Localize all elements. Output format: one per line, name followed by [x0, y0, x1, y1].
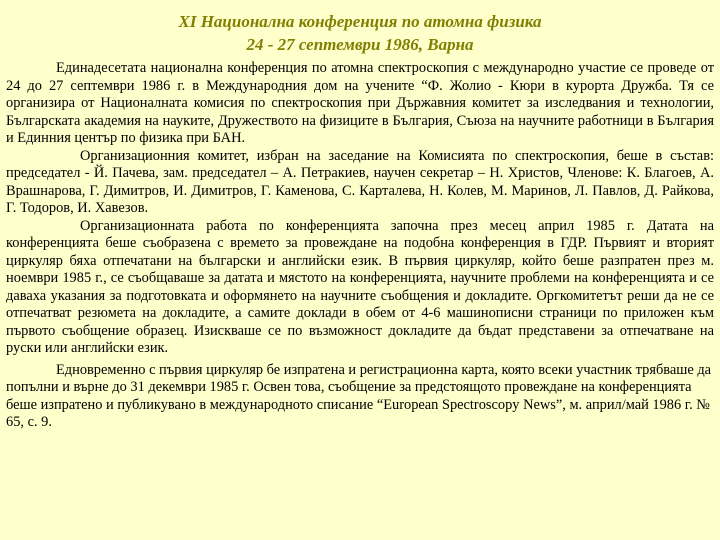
paragraph-registration: Едновременно с първия циркуляр бе изпратена и регистрационна карта, която всеки участник трябваше да попълни и върне до 31 декември 1985 г. Освен това, съобщение за предстоящото провеждане на конференцията беше изпратено и публикувано в международното списание “European Spectroscopy News”, м. април/май 1986 г. № 65, с. 9.: [6, 361, 712, 430]
paragraph-organizational-work: Организационната работа по конференцията започна през месец април 1985 г. Датата на конференцията беше съобразена с времето за провеждане на подобна конференция в ГДР. Първият и вторият циркуляр бяха отпечатани на български и английски език. В първия циркуляр, който беше разпратен през м. ноември 1985 г., се съобщаваше за датата и мястото на конференцията, научните проблеми на конференцията и се даваха указания за подготовката и оформянето на научните съобщения и докладите. Оргкомитетът реши да не се отпечатват резюмета на докладите, а самите доклади в обем от 4-6 машинописни страници по приложен към първото съобщение образец. Изискваше се по възможност докладите да бъдат представени за отпечатване на руски или английски език.: [6, 217, 714, 356]
title-line-2: 24 - 27 септември 1986, Варна: [246, 35, 474, 54]
conference-title: [6, 10, 714, 56]
document-body: [6, 60, 714, 432]
paragraph-organizing-committee: Организационния комитет, избран на заседание на Комисията по спектроскопия, беше в състав: председател - Й. Пачева, зам. председател – А. Петракиев, научен секретар – Н. Христов, Членове: К. Благоев, А. Врашнарова, Г. Димитров, И. Димитров, Г. Каменова, С. Карталева, Н. Колев, М. Маринов, Л. Павлов, Д. Райкова, Г. Тодоров, И. Хавезов.: [6, 147, 714, 216]
paragraph-introduction: Единадесетата национална конференция по атомна спектроскопия с международно участие се проведе от 24 до 27 септември 1986 г. в Международния дом на учените “Ф. Жолио - Кюри в курорта Дружба. Тя се организира от Националната комисия по спектроскопия при Държавния комитет за изследвания и технологии, Българската академия на науките, Дружеството на физиците в България, Съюза на научните работници в България и Единния център по физика при БАН.: [6, 60, 714, 146]
title-line-1: XI Национална конференция по атомна физика: [178, 12, 542, 31]
